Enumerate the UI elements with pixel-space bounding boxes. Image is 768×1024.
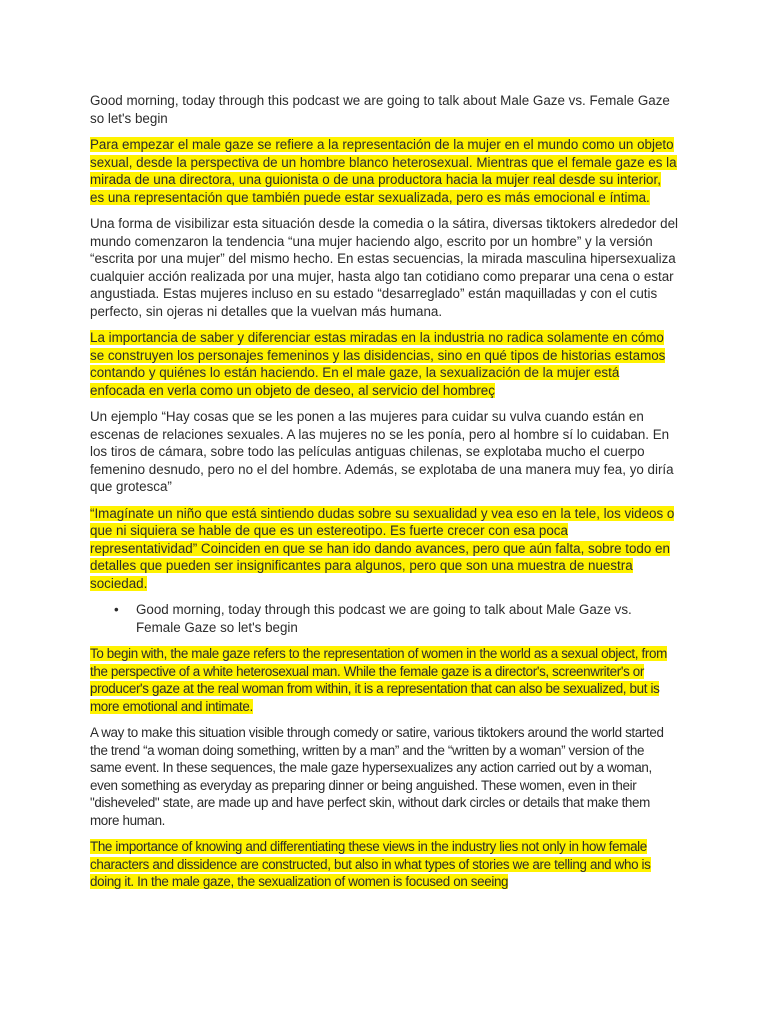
highlighted-text: Para empezar el male gaze se refiere a la representación de la mujer en el mundo como un objeto sexual, desde la perspectiva de un hombre blanco heterosexual. Mientras que el female gaze es la mirada de una directora, una guionista o de una productora hacia la mujer real desde su interior, es una representación que también puede estar sexualizada, pero es más emocional e íntima. <box>90 137 677 205</box>
intro-paragraph <box>90 92 678 127</box>
bullet-list-item <box>90 601 678 636</box>
intro-text: Good morning, today through this podcast we are going to talk about Male Gaze vs. Female Gaze so let's begin <box>90 93 670 126</box>
paragraph-text: Un ejemplo “Hay cosas que se les ponen a las mujeres para cuidar su vulva cuando están en escenas de relaciones sexuales. A las mujeres no se les ponía, pero al hombre sí lo cuidaban. En los tiros de cámara, sobre todo las películas antiguas chilenas, se explotaba mucho el cuerpo femenino desnudo, pero no el del hombre. Además, se explotaba de una manera muy fea, yo diría que grotesca” <box>90 409 674 494</box>
spanish-paragraph-4 <box>90 408 678 496</box>
spanish-paragraph-3 <box>90 329 678 399</box>
english-paragraph-2 <box>90 724 678 829</box>
spanish-paragraph-1 <box>90 136 678 206</box>
bullet-icon: • <box>114 602 119 617</box>
highlighted-text: To begin with, the male gaze refers to the representation of women in the world as a sexual object, from the perspective of a white heterosexual man. While the female gaze is a director's, screenwriter's or producer's gaze at the real woman from within, it is a representation that can also be sexualized, but is more emotional and intimate. <box>90 646 667 714</box>
spanish-paragraph-5 <box>90 505 678 593</box>
document-page <box>90 92 678 900</box>
highlighted-text: The importance of knowing and differentiating these views in the industry lies not only in how female characters and dissidence are constructed, but also in what types of stories we are telling and who is doing it. In the male gaze, the sexualization of women is focused on seeing <box>90 839 651 889</box>
bullet-text: Good morning, today through this podcast we are going to talk about Male Gaze vs. Female Gaze so let's begin <box>136 602 632 635</box>
paragraph-text: A way to make this situation visible through comedy or satire, various tiktokers around the world started the trend “a woman doing something, written by a man” and the “written by a woman” version of the same event. In these sequences, the male gaze hypersexualizes any action carried out by a woman, even something as everyday as preparing dinner or being anguished. These women, even in their "disheveled" state, are made up and have perfect skin, without dark circles or details that make them more human. <box>90 725 664 828</box>
english-paragraph-3 <box>90 838 678 891</box>
spanish-paragraph-2 <box>90 215 678 320</box>
highlighted-text: La importancia de saber y diferenciar estas miradas en la industria no radica solamente en cómo se construyen los personajes femeninos y las disidencias, sino en qué tipos de historias estamos contando y quiénes lo están haciendo. En el male gaze, la sexualización de la mujer está enfocada en verla como un objeto de deseo, al servicio del hombreç <box>90 330 666 398</box>
highlighted-text: “Imagínate un niño que está sintiendo dudas sobre su sexualidad y vea eso en la tele, los videos o que ni siquiera se hable de que es un estereotipo. Es fuerte crecer con esa poca representatividad” Coinciden en que se han ido dando avances, pero que aún falta, sobre todo en detalles que pueden ser insignificantes para algunos, pero que son una muestra de nuestra sociedad. <box>90 505 675 591</box>
paragraph-text: Una forma de visibilizar esta situación desde la comedia o la sátira, diversas tiktokers alrededor del mundo comenzaron la tendencia “una mujer haciendo algo, escrito por un hombre” y la versión “escrita por una mujer” del mismo hecho. En estas secuencias, la mirada masculina hipersexualiza cualquier acción realizada por una mujer, hasta algo tan cotidiano como preparar una cena o estar angustiada. Estas mujeres incluso en su estado “desarreglado” están maquilladas y con el cutis perfecto, sin ojeras ni detalles que la vuelvan más humana. <box>90 216 678 319</box>
english-paragraph-1 <box>90 645 678 715</box>
